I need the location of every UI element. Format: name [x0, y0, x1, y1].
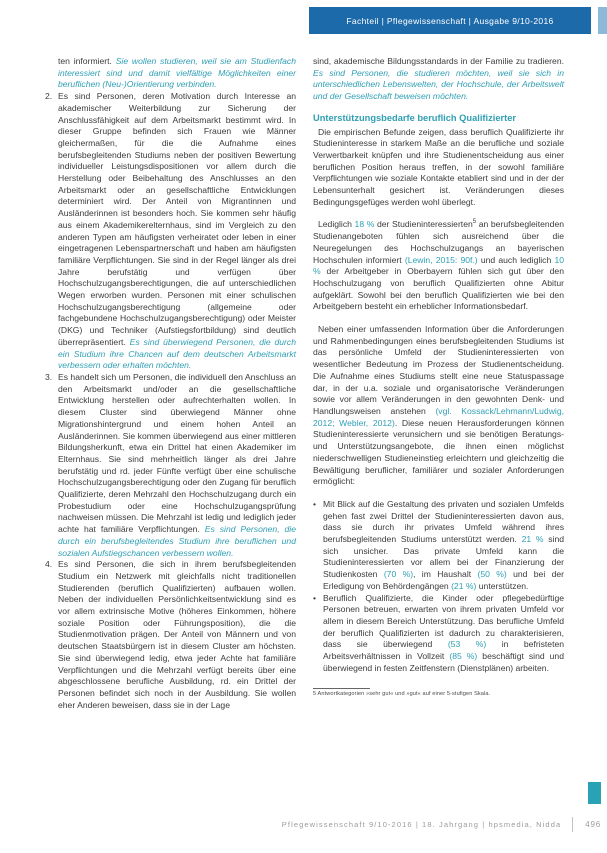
list-item-number: [45, 56, 58, 91]
section-heading: Unterstützungsbedarfe beruflich Qualifizierter: [313, 112, 517, 123]
list-item-number: 4.: [45, 559, 53, 570]
list-item-text: Es sind Personen, die sich in ihrem berufsbegleitenden Studium ein Netzwerk mit gleichfalls nicht traditionellen Studierenden (beruflich Qualifizierten) aufbauen wollen. Neben der individuellen Persönlichkeitsentwicklung sind es vor allem extrinsische Motive (höheres Einkommen, höhere soziale Position oder Führungsposition), die die Studienmotivation prägen. Der Anteil von Männern und von deutschen Staatsbürgern ist in diesem Cluster am höchsten. Sie sind überwiegend ledig, etwa jeder Achte hat familiäre Verpflichtungen und die Mehrzahl verfügt bereits über eine abgeschlossene berufliche Ausbildung, rd. ein Drittel der Personen befindet sich noch in der Ausbildung. Sie wollen eher Anderen beweisen, dass sie in der Lage: [58, 559, 296, 710]
paragraph: Lediglich 18 % der Studieninteressierten$^5$ an berufsbegleitenden Studienangeboten fühlen sich ausreichend über die Neuregelungen des Hochschulzugangs an bayerischen Hochschulen informiert (Lewin, 2015: 90f.) und auch lediglich 10 % der Arbeitgeber in Oberbayern fühlen sich gut über den Hochschulzugang von beruflich Qualifizierten ohne Abitur aufgeklärt. Sowohl bei den beruflich Qualifizierten wie bei den Arbeitgebern besteht ein erheblicher Informationsbedarf.: [313, 219, 565, 312]
footnote: [313, 688, 564, 698]
page-footer: [282, 817, 601, 832]
bullet-text: Beruflich Qualifizierte, die Kinder oder pflegebedürftige Personen betreuen, erwarten von ihrem privaten Umfeld vor allem in diesem Bereich Unterstützung. Das berufliche Umfeld der beruflich Qualifizierten ist dadurch zu charakterisieren, dass sie überwiegend (53 %) in befristeten Arbeitsverhältnissen in Vollzeit (85 %) beschäftigt sind und überwiegend in festen Zeitfenstern (Dienstplänen) arbeiten.: [323, 592, 565, 673]
paragraph-continuation: sind, akademische Bildungsstandards in der Familie zu tradieren. Es sind Personen, die studieren möchten, weil sie sich in unterschiedlichen Lebenswelten, der Hochschule, der Arbeitswelt und der Gesellschaft beweisen möchten.: [313, 56, 564, 102]
header-bar: [309, 7, 591, 34]
list-item-number: 2.: [45, 91, 53, 102]
list-item-text: Es handelt sich um Personen, die individuell den Anschluss an den Arbeitsmarkt und/oder an die gesellschaftliche Entwicklung herstellen oder aufrechterhalten wollen. In diesem Cluster sind überwiegend Männer ohne Migrationshintergrund und einem hohen Anteil an Ausländerinnen. Sie kommen überwiegend aus einer mittleren Bildungsherkunft, etwa ein Drittel hat einen Akademiker im Elternhaus. Sie sind mehrheitlich länger als drei Jahre berufstätig und rd. jeder Fünfte verfügt über eine schulische Hochschulzugangsberechtigung oder den Zugang für beruflich Qualifizierte, deren Mehrzahl den Hochschulzugang durch ein Probestudium oder eine Hochschulzugangsprüfung nachweisen müssen. Die Mehrzahl ist ledig und lediglich jeder achte hat familiäre Verpflichtungen. Es sind Personen, die durch ein berufsbegleitendes Studium ihre beruflichen und sozialen Aufstiegschancen verbessern wollen.: [58, 371, 296, 558]
right-column: [313, 56, 564, 711]
footer-journal-line: Pflegewissenschaft 9/10-2016 | 18. Jahrgang | hpsmedia, Nidda: [281, 820, 562, 829]
footnote-rule: [313, 688, 370, 689]
bullet-marker: •: [313, 498, 317, 509]
paragraph: Die empirischen Befunde zeigen, dass beruflich Qualifizierte ihr Studieninteresse in starkem Maße an die berufliche und soziale Verwertbarkeit knüpfen und ihre Studienentscheidung aus einer beruflichen Position heraus treffen, in der sowohl familiäre Verpflichtungen wie soziale Kontakte etabliert sind und in der der Lebensunterhalt gesichert ist. Veränderungen dieses Bedingungsgefüges werden wohl überlegt.: [313, 126, 564, 207]
bullet-list: [313, 499, 564, 675]
bullet-text: Mit Blick auf die Gestaltung des privaten und sozialen Umfelds gehen fast zwei Drittel der Studieninteressierten davon aus, dass sie durch ihr privates Umfeld während ihres berufsbegleitenden Studiums unterstützt werden. 21 % sind sich unsicher. Das private Umfeld kann die Studieninteressierten vor allem bei der Finanzierung der Studienkosten (70 %), im Haushalt (50 %) und bei der Erledigung von Behördengängen (21 %) unterstützen.: [323, 498, 564, 591]
list-item: [45, 91, 296, 372]
list-item: [45, 559, 296, 711]
paragraph: Neben einer umfassenden Information über die Anforderungen und Rahmenbedingungen eines berufsbegleitenden Studiums ist das persönliche Umfeld der Studieninteressierten von wesentlicher Bedeutung im Prozess der Studienentscheidung. Die Aufnahme eines Studiums stellt eine neue Statuspassage dar, in der u.a. soziale und organisatorische Veränderungen sowie vor allem Veränderungen in den gewohnten Denk- und Handlungsweisen anstehen (vgl. Kossack/Lehmann/Ludwig, 2012; Webler, 2012). Diese neuen Herausforderungen können Studieninteressierte verunsichern und sie benötigen Beratungs- und Unterstützungsangebote, die ihnen einen möglichst niederschwelligen Studieneinstieg erleichtern und gleichzeitig die Bewältigung beruflicher, familiärer und sozialer Anforderungen ermöglicht:: [313, 324, 564, 487]
footnote-text: 5 Antwortkategorien »sehr gut« und »gut« auf einer 5-stufigen Skala.: [313, 691, 491, 698]
footer-divider: [572, 817, 573, 832]
bullet-list-item: [313, 593, 564, 675]
list-item-number: 3.: [45, 371, 53, 382]
header-title: Fachteil | Pflegewissenschaft | Ausgabe 9/10-2016: [346, 15, 554, 26]
page-marker: [588, 782, 601, 804]
list-item-text: ten informiert. Sie wollen studieren, weil sie am Studienfach interessiert sind und damit vielfältige Möglichkeiten einer beruflichen (Neu-)Orientierung verbinden.: [58, 56, 296, 90]
bullet-list-item: [313, 499, 564, 593]
list-item-text: Es sind Personen, deren Motivation durch Interesse an akademischer Weiterbildung zur Sicherung der Anschlussfähigkeit auf dem Arbeitsmarkt bestimmt wird. In dieser Gruppe befinden sich Frauen wie Männer gleichermaßen, für die die Aufnahme eines berufsbegleitenden Studiums neben der positiven Bewertung individueller Leistungsdispositionen vor allem durch die Herstellung oder Beibehaltung des Anschlusses an den Arbeitsmarkt oder an gesellschaftliche Entwicklungen determiniert wird. Der Anteil von Migrantinnen und Ausländerinnen ist besonders hoch. Sie kommen sehr häufig aus einem Akademikerelternhaus, sind im Vergleich zu den anderen Typen am häufigsten verheiratet oder leben in einer eingetragenen Lebenspartnerschaft und haben am häufigsten familiäre Verpflichtungen. Sie sind in der Regel länger als drei Jahre berufstätig und verfügen über Hochschulzugangsberechtigungen, die auf unterschiedlichen Wegen erworben wurden. Personen mit einer schulischen Hochschulzugangsberechtigung (allgemeine oder fachgebundene Hochschulzugangsberechtigung) oder Meister (DKG) und Techniker (Aufstiegsfortbildung) sind deutlich überrepräsentiert. Es sind überwiegend Personen, die durch ein Studium ihre Chancen auf dem deutschen Arbeitsmarkt verbessern oder erhalten möchten.: [58, 91, 296, 371]
header-accent-tab: [598, 7, 607, 34]
bullet-marker: •: [313, 592, 317, 603]
left-column: [45, 56, 296, 711]
list-item: [45, 56, 296, 91]
text-columns: [45, 56, 564, 711]
footer-page-number: 496: [585, 820, 601, 829]
list-item: [45, 372, 296, 559]
